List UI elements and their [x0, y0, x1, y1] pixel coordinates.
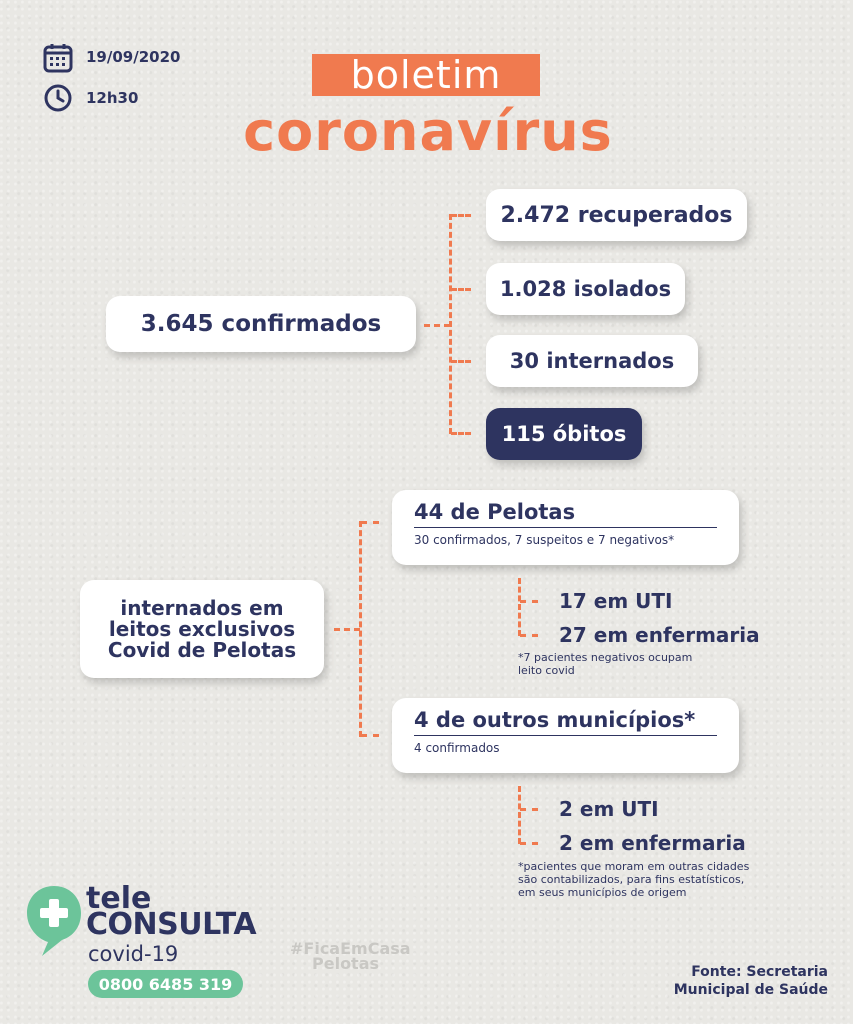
- hospital-label-line: Covid de Pelotas: [107, 637, 297, 662]
- others-ward: 2 em enfermaria: [559, 831, 746, 855]
- deaths-card: [486, 408, 642, 460]
- connector: [520, 634, 538, 637]
- connector: [520, 600, 538, 603]
- teleconsulta-brand: [86, 881, 257, 942]
- footnote-line: *7 pacientes negativos ocupam: [518, 651, 693, 664]
- brand-tele: tele: [86, 881, 152, 916]
- source-line: Municipal de Saúde: [673, 982, 828, 998]
- connector: [359, 521, 362, 737]
- deaths-text: 115 óbitos: [501, 422, 627, 446]
- phone-pill[interactable]: [88, 970, 243, 998]
- footnote-line: *pacientes que moram em outras cidades: [518, 860, 750, 873]
- pelotas-ward: 27 em enfermaria: [559, 623, 760, 647]
- isolated-text: 1.028 isolados: [499, 277, 672, 301]
- connector: [518, 578, 521, 636]
- connector: [361, 521, 379, 524]
- footnote-line: são contabilizados, para fins estatísticos,: [518, 873, 745, 886]
- brand-covid: covid-19: [88, 942, 179, 966]
- connector: [361, 734, 379, 737]
- connector: [451, 214, 471, 217]
- pelotas-uti: 17 em UTI: [559, 589, 673, 613]
- footnote-line: em seus municípios de origem: [518, 886, 687, 899]
- phone-text: 0800 6485 319: [98, 974, 233, 994]
- hashtag-mark: [290, 941, 411, 971]
- others-uti: 2 em UTI: [559, 797, 659, 821]
- connector: [424, 324, 450, 327]
- hashtag-line: #FicaEmCasa: [290, 939, 411, 958]
- connector: [451, 360, 471, 363]
- others-title: 4 de outros municípios*: [414, 708, 717, 736]
- connector: [520, 808, 538, 811]
- connector: [449, 214, 452, 434]
- hospital-label-line: internados em: [120, 595, 284, 620]
- isolated-card: [486, 263, 685, 315]
- confirmed-card: [106, 296, 416, 352]
- connector: [518, 786, 521, 844]
- connector: [451, 288, 471, 291]
- title-coronavirus: coronavírus: [243, 100, 613, 163]
- hospitalized-card: [486, 335, 698, 387]
- clock-icon: [43, 83, 73, 113]
- source-credit: [640, 963, 828, 999]
- source-line: Fonte: Secretaria: [691, 964, 828, 980]
- teleconsulta-logo-icon: [24, 884, 84, 958]
- calendar-icon: [43, 43, 73, 73]
- time-text: 12h30: [86, 89, 139, 107]
- others-note: 4 confirmados: [414, 741, 500, 755]
- others-footnote: [518, 860, 749, 899]
- brand-consulta: CONSULTA: [86, 907, 257, 942]
- pelotas-footnote: [518, 651, 692, 677]
- pelotas-card: [392, 490, 739, 565]
- connector: [334, 628, 360, 631]
- hospital-label-card: [80, 580, 324, 678]
- pelotas-note: 30 confirmados, 7 suspeitos e 7 negativos*: [414, 533, 675, 547]
- hospital-label-line: leitos exclusivos: [108, 616, 296, 641]
- title-boletim: boletim: [312, 54, 540, 96]
- connector: [451, 432, 471, 435]
- footnote-line: leito covid: [518, 664, 575, 677]
- confirmed-text: 3.645 confirmados: [140, 311, 382, 337]
- connector: [520, 842, 538, 845]
- pelotas-title: 44 de Pelotas: [414, 500, 717, 528]
- hashtag-line: Pelotas: [312, 954, 380, 973]
- hospitalized-text: 30 internados: [509, 349, 675, 373]
- others-card: [392, 698, 739, 773]
- recovered-card: [486, 189, 747, 241]
- date-text: 19/09/2020: [86, 48, 181, 66]
- recovered-text: 2.472 recuperados: [500, 202, 733, 228]
